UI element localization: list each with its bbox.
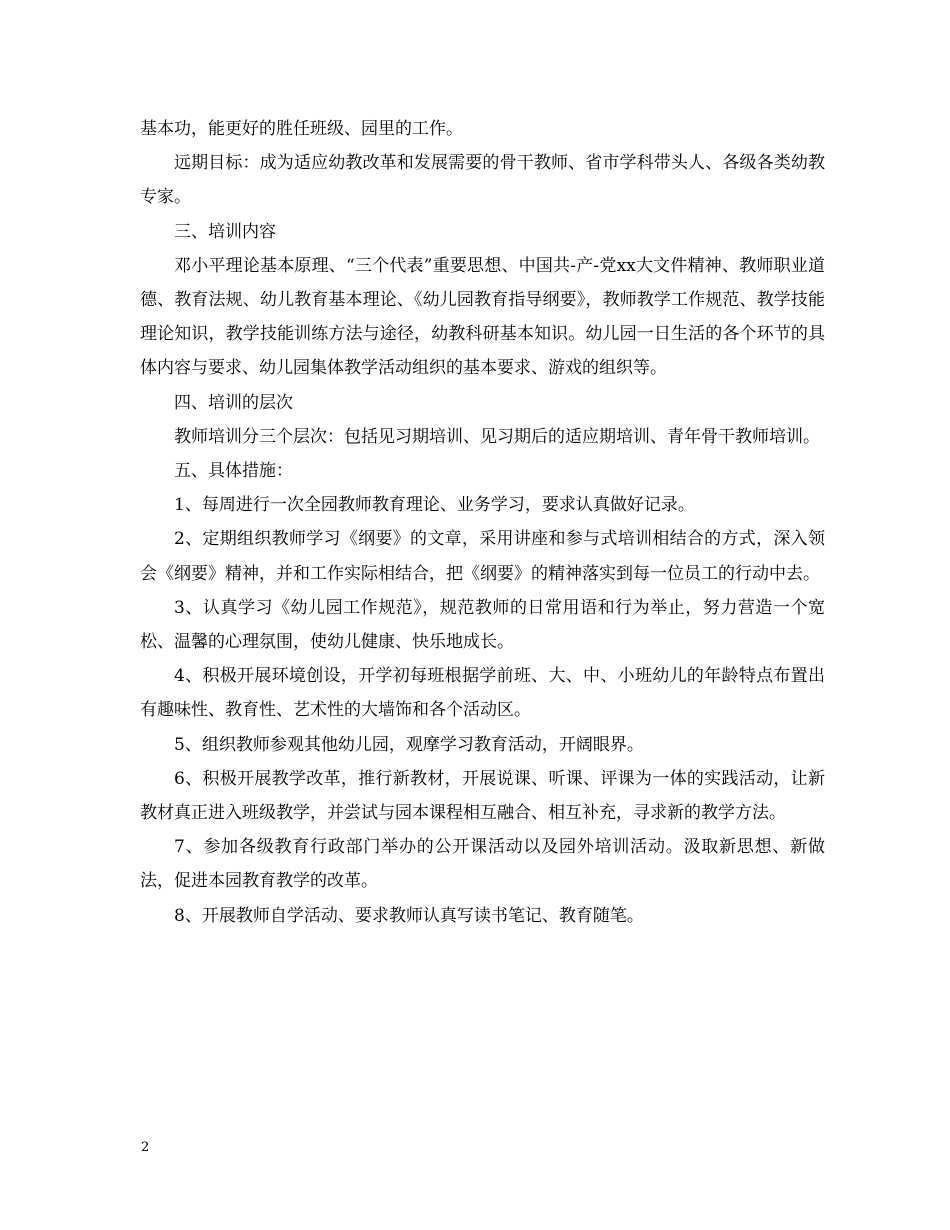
section-heading-training-levels: 四、培训的层次 bbox=[174, 392, 293, 413]
paragraph-continuation: 基本功，能更好的胜任班级、园里的工作。 bbox=[140, 119, 463, 139]
measure-item-1: 1、每周进行一次全园教师教育理论、业务学习，要求认真做好记录。 bbox=[174, 495, 695, 516]
paragraph-long-term-goal: 远期目标：成为适应幼教改革和发展需要的骨干教师、省市学科带头人、各级各类幼教专家。 bbox=[140, 153, 825, 208]
measure-item-7: 7、参加各级教育行政部门举办的公开课活动以及园外培训活动。汲取新思想、新做法，促进本园教育教学的改革。 bbox=[140, 837, 825, 892]
page-number: 2 bbox=[141, 1140, 150, 1155]
measure-item-6: 6、积极开展教学改革，推行新教材，开展说课、听课、评课为一体的实践活动，让新教材真正进入班级教学，并尝试与园本课程相互融合、相互补充，寻求新的教学方法。 bbox=[140, 768, 825, 824]
section-heading-training-content: 三、培训内容 bbox=[174, 221, 276, 242]
measure-item-8: 8、开展教师自学活动、要求教师认真写读书笔记、教育随笔。 bbox=[174, 905, 644, 926]
measure-item-4: 4、积极开展环境创设，开学初每班根据学前班、大、中、小班幼儿的年龄特点布置出有趣味性、教育性、艺术性的大墙饰和各个活动区。 bbox=[140, 666, 825, 721]
section-heading-measures: 五、具体措施： bbox=[174, 461, 293, 482]
document-body bbox=[140, 112, 825, 933]
measure-item-5: 5、组织教师参观其他幼儿园，观摩学习教育活动，开阔眼界。 bbox=[174, 734, 644, 755]
measure-item-2: 2、定期组织教师学习《纲要》的文章，采用讲座和参与式培训相结合的方式，深入领会《纲要》精神，并和工作实际相结合，把《纲要》的精神落实到每一位员工的行动中去。 bbox=[140, 529, 825, 584]
paragraph-training-levels: 教师培训分三个层次：包括见习期培训、见习期后的适应期培训、青年骨干教师培训。 bbox=[174, 426, 820, 447]
paragraph-training-content: 邓小平理论基本原理、“三个代表”重要思想、中国共-产-党xx大文件精神、教师职业道德、教育法规、幼儿教育基本理论、《幼儿园教育指导纲要》，教师教学工作规范、教学技能理论知识，教学技能训练方法与途径，幼教科研基本知识。幼儿园一日生活的各个环节的具体内容与要求、幼儿园集体教学活动组织的基本要求、游戏的组织等。 bbox=[140, 255, 825, 379]
measure-item-3: 3、认真学习《幼儿园工作规范》，规范教师的日常用语和行为举止，努力营造一个宽松、温馨的心理氛围，使幼儿健康、快乐地成长。 bbox=[140, 597, 825, 653]
